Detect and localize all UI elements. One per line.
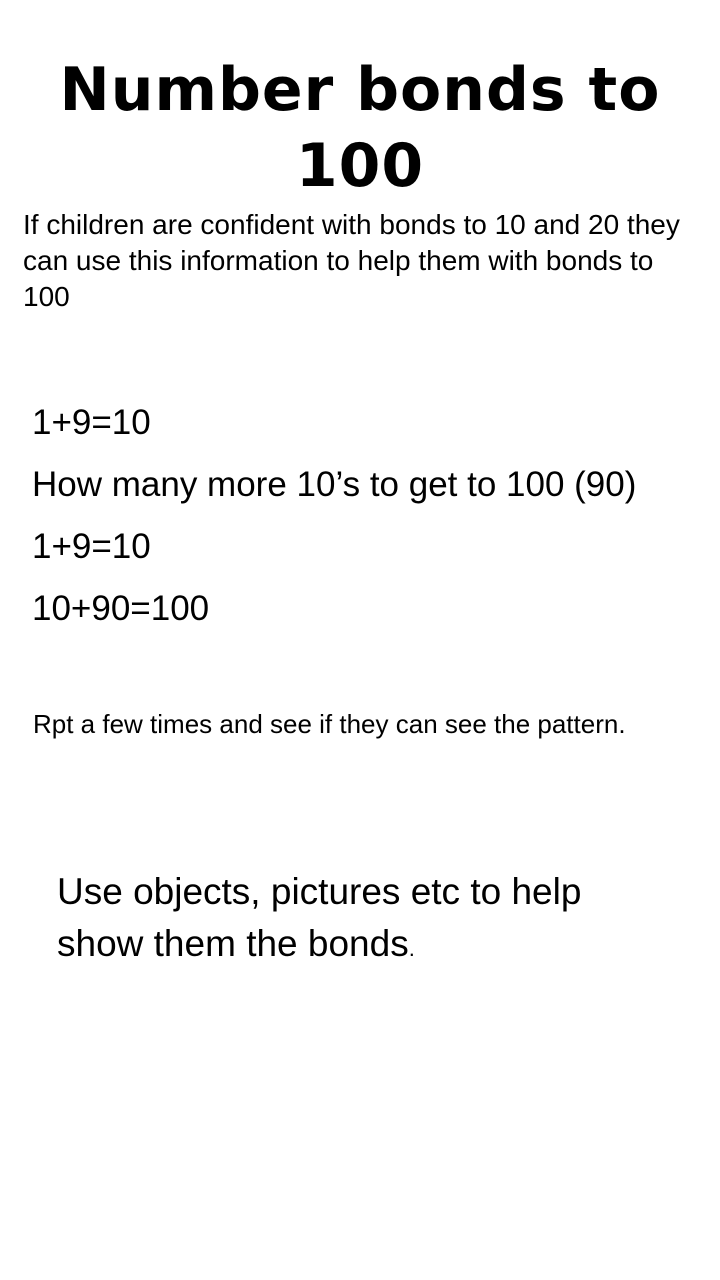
advice-end-mark: . [408, 936, 415, 961]
advice-text: Use objects, pictures etc to help show them the bonds [57, 871, 582, 964]
intro-paragraph: If children are confident with bonds to 10 and 20 they can use this information to help them with bonds to 100 [23, 209, 680, 312]
page-title: Number bonds to 100 [59, 55, 661, 201]
bond-step: 1+9=10 [32, 403, 151, 442]
repeat-tip: Rpt a few times and see if they can see the pattern. [33, 709, 626, 739]
bond-step: 10+90=100 [32, 589, 210, 628]
bond-step: 1+9=10 [32, 527, 151, 566]
advice-paragraph [57, 866, 677, 975]
bond-steps-list [32, 392, 717, 640]
bond-step: How many more 10’s to get to 100 (90) [32, 465, 637, 504]
